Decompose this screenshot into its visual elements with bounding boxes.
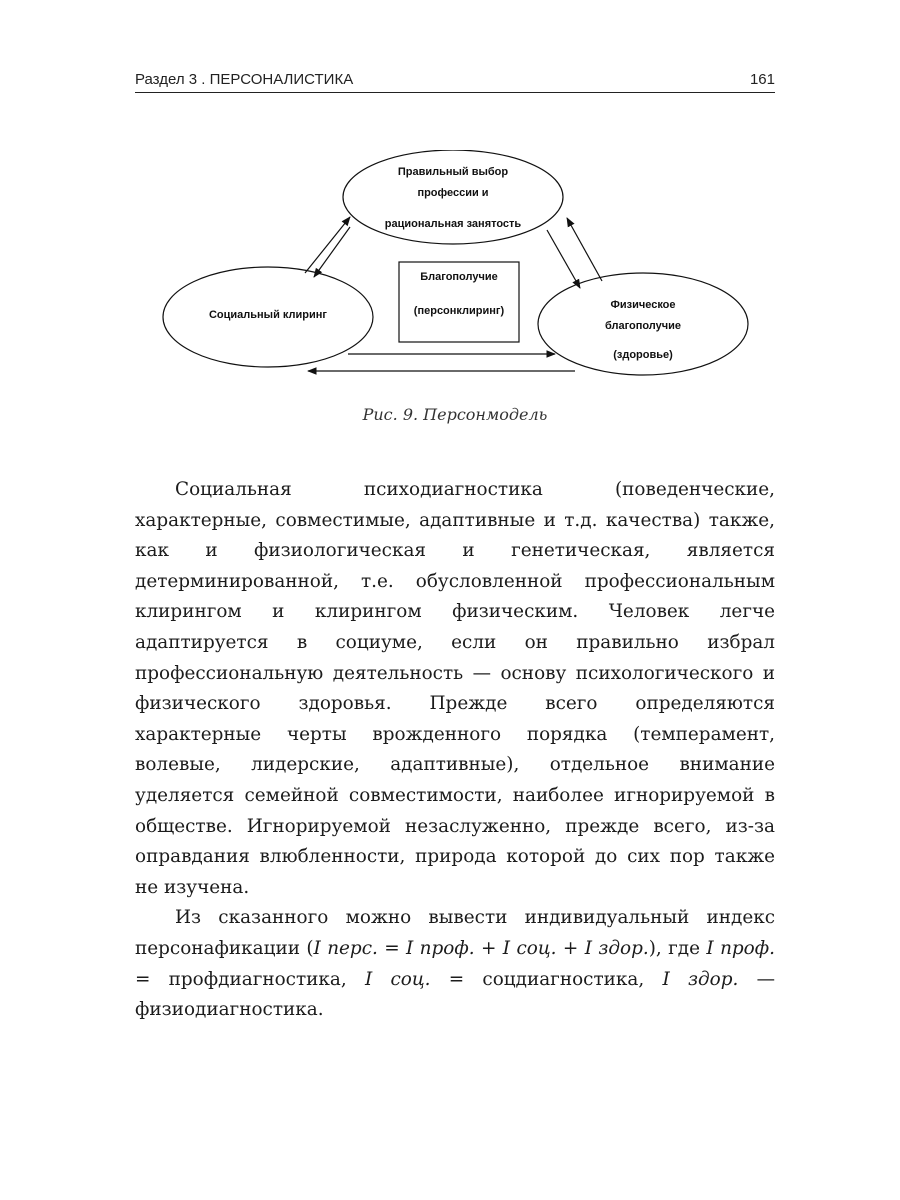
arrow-top-to-right — [547, 230, 580, 288]
left-node-label: Социальный клиринг — [208, 309, 327, 321]
body-text — [135, 475, 775, 1026]
arrow-right-to-top — [567, 218, 602, 281]
page-number: 161 — [749, 71, 775, 88]
figure-caption: Рис. 9. Персонмодель — [362, 405, 548, 424]
running-header — [135, 70, 775, 93]
index-soc: I соц. — [364, 968, 431, 990]
section-title: Раздел 3 . ПЕРСОНАЛИСТИКА — [135, 71, 354, 88]
top-node-line-3: рациональная занятость — [384, 218, 522, 230]
right-node-line-2: благополучие — [604, 320, 682, 332]
index-formula: I перс. = I проф. + I соц. + I здор. — [313, 937, 649, 959]
arrow-left-to-top — [305, 217, 350, 273]
paragraph-1: Социальная психодиагностика (поведенческие, характерные, совместимые, адаптивные и т.д. качества) также, как и физиологическая и генетическая, является детерминированной, т.е. обусловленной профессиональным клирингом и клирингом физическим. Человек легче адаптируется в социуме, если он правильно избрал профессиональную деятельность — основу психологического и физического здоровья. Прежде всего определяются характерные черты врожденного порядка (темперамент, волевые, лидерские, адаптивные), отдельное внимание уделяется семейной совместимости, наиболее игнорируемой в обществе. Игнорируемой незаслуженно, прежде всего, из-за оправдания влюбленности, природа которой до сих пор также не изучена. — [135, 479, 775, 898]
top-node-line-2: профессии и — [417, 187, 489, 199]
center-node-line-2: (персонклиринг) — [413, 305, 505, 317]
top-node-line-1: Правильный выбор — [397, 166, 509, 178]
index-prof: I проф. — [706, 937, 775, 959]
arrow-top-to-left — [314, 227, 350, 277]
right-node-line-1: Физическое — [610, 299, 676, 311]
index-health: I здор. — [662, 968, 739, 990]
right-node-line-3: (здоровье) — [613, 349, 673, 361]
paragraph-2: Из сказанного можно вывести индивидуальный индекс персонафикации (I перс. = I проф. + I соц. + I здор.), где I проф. = профдиагностика, I соц. = соцдиагностика, I здор. — физиодиагностика. — [135, 907, 775, 1021]
center-node-line-1: Благополучие — [420, 271, 498, 283]
personmodel-diagram — [150, 150, 770, 385]
